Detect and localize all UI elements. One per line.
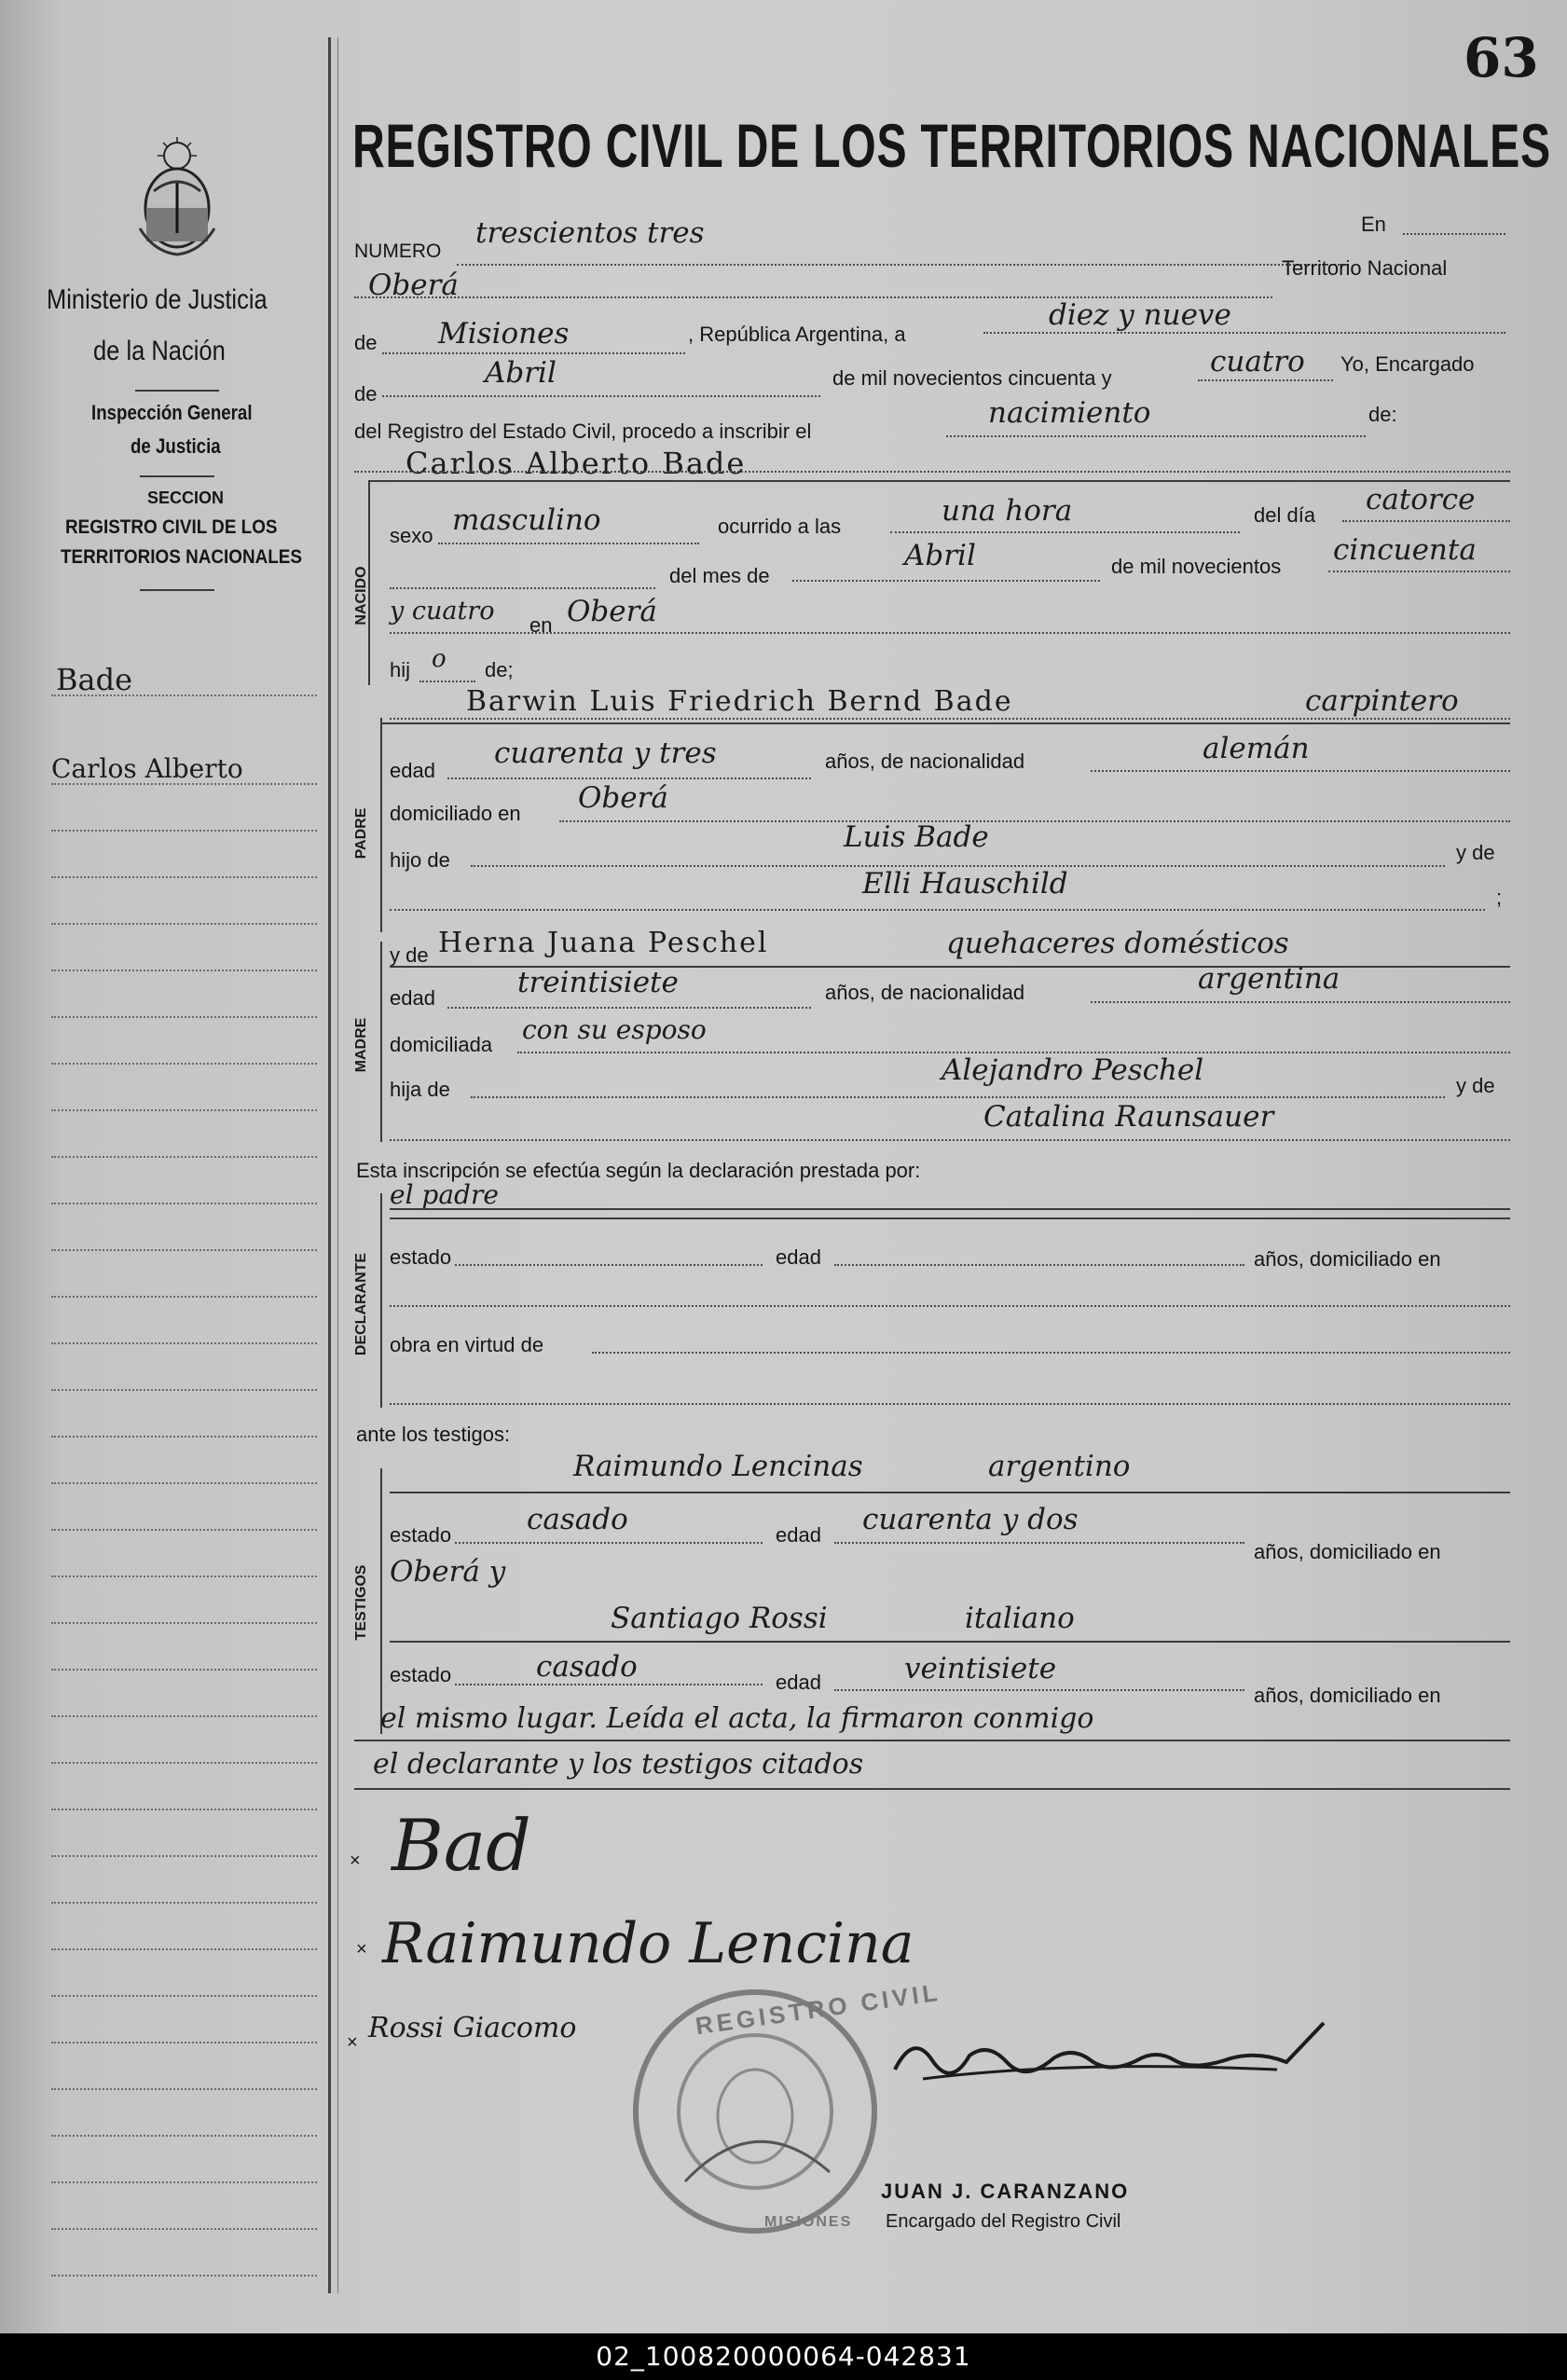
padre-nacionalidad-label: años, de nacionalidad — [825, 750, 1025, 773]
witness1-estado-value[interactable]: casado — [527, 1503, 628, 1536]
month-value[interactable]: Abril — [485, 356, 557, 390]
mes-label: del mes de — [669, 564, 770, 587]
madre-nacionalidad-line — [1091, 1001, 1510, 1003]
de-label-2: de — [354, 382, 378, 406]
lugar-line — [390, 632, 1510, 634]
sidebar-line — [51, 2088, 317, 2090]
mes-line — [792, 580, 1100, 582]
witness2-anios-label: años, domiciliado en — [1254, 1684, 1441, 1707]
padre-hijo-label: hijo de — [390, 848, 450, 872]
en-label: en — [529, 613, 553, 637]
madre-edad-line — [447, 1007, 811, 1009]
official-name: JUAN J. CARANZANO — [881, 2180, 1130, 2203]
sidebar-line — [51, 1855, 317, 1857]
testigos-section-label: TESTIGOS — [353, 1564, 369, 1641]
anio-value[interactable]: cincuenta — [1333, 533, 1477, 567]
madre-edad-value[interactable]: treintisiete — [517, 966, 679, 999]
ministry-title-2: de la Nación — [93, 336, 226, 366]
section-label: SECCION — [147, 488, 225, 507]
hora-line — [890, 531, 1240, 533]
hij-label: hij — [390, 658, 411, 681]
sidebar-line — [51, 2275, 317, 2277]
signature-mark-3: × — [347, 2032, 358, 2053]
witness2-nationality[interactable]: italiano — [965, 1602, 1075, 1635]
seal-text: REGISTRO CIVIL — [694, 1977, 943, 2041]
page-title: REGISTRO CIVIL DE LOS TERRITORIOS NACIONALES — [352, 111, 1551, 180]
padre-domicilio-label: domiciliado en — [390, 802, 521, 825]
sidebar-rule-2 — [140, 475, 214, 477]
day-value[interactable]: diez y nueve — [1049, 298, 1231, 332]
province-value[interactable]: Misiones — [438, 317, 570, 351]
madre-hija-label: hija de — [390, 1078, 450, 1101]
month-line — [382, 395, 820, 397]
place-value[interactable]: Oberá — [368, 268, 459, 302]
witness1-anios-label: años, domiciliado en — [1254, 1540, 1441, 1563]
dia-line — [1342, 520, 1510, 522]
sidebar-line — [51, 1529, 317, 1531]
witness1-edad-line — [834, 1542, 1244, 1544]
sidebar-rule — [135, 390, 219, 392]
dia-value[interactable]: catorce — [1366, 483, 1476, 516]
en-label: En — [1361, 213, 1386, 236]
sidebar-line — [51, 1575, 317, 1577]
madre-nacionalidad-label: años, de nacionalidad — [825, 981, 1025, 1004]
day-line — [983, 332, 1505, 334]
registro-label: del Registro del Estado Civil, procedo a inscribir el — [354, 420, 812, 443]
witness2-estado-label: estado — [390, 1663, 452, 1686]
padre-domicilio-line — [559, 820, 1510, 822]
declarante-intro: Esta inscripción se efectúa según la declaración prestada por: — [356, 1159, 921, 1182]
padre-bracket — [380, 718, 382, 932]
father-name[interactable]: Barwin Luis Friedrich Bernd Bade — [466, 685, 1013, 718]
section-name: REGISTRO CIVIL DE LOS — [65, 516, 278, 538]
sidebar-line — [51, 1902, 317, 1904]
closing-rule-2 — [354, 1788, 1510, 1790]
madre-nacionalidad-value[interactable]: argentina — [1198, 962, 1340, 996]
official-signature-icon — [886, 2004, 1333, 2107]
testigos-bracket — [380, 1468, 382, 1734]
padre-mother-value[interactable]: Elli Hauschild — [862, 867, 1068, 901]
closing-line-2[interactable]: el declarante y los testigos citados — [373, 1748, 864, 1781]
mes-blank-line — [390, 587, 655, 589]
padre-edad-value[interactable]: cuarenta y tres — [494, 736, 717, 770]
madre-father-value[interactable]: Alejandro Peschel — [942, 1053, 1204, 1087]
witness2-edad-value[interactable]: veintisiete — [904, 1652, 1057, 1685]
signature-mark-2: × — [356, 1939, 367, 1960]
padre-domicilio-value[interactable]: Oberá — [578, 781, 668, 815]
sexo-label: sexo — [390, 524, 433, 547]
closing-line-1[interactable]: el mismo lugar. Leída el acta, la firmaron conmigo — [380, 1702, 1094, 1735]
anio-label: de mil novecientos — [1111, 555, 1282, 578]
dia-label: del día — [1254, 503, 1316, 527]
witness2-estado-line — [455, 1684, 763, 1685]
declarante-line-1 — [390, 1208, 1510, 1210]
de-colon-label: de: — [1368, 403, 1397, 426]
sidebar-line — [51, 695, 317, 696]
sidebar-line — [51, 923, 317, 925]
sidebar-line — [51, 783, 317, 785]
padre-father-value[interactable]: Luis Bade — [844, 820, 989, 854]
father-name-line — [390, 718, 1510, 720]
testigos-intro: ante los testigos: — [356, 1423, 511, 1446]
witness1-estado-line — [455, 1542, 763, 1544]
witness1-domicilio[interactable]: Oberá y — [390, 1555, 506, 1589]
sidebar-line — [51, 1389, 317, 1391]
numero-line — [457, 264, 1347, 266]
declarante-line-2 — [390, 1218, 1510, 1219]
sidebar-line — [51, 1622, 317, 1624]
signature-mark-1: × — [350, 1850, 361, 1871]
padre-mother-line — [390, 909, 1485, 911]
ocurrido-label: ocurrido a las — [718, 515, 842, 538]
sidebar-surname: Bade — [56, 662, 133, 697]
inspection-title-2: de Justicia — [131, 434, 221, 458]
sidebar-line — [51, 1109, 317, 1111]
section-name-2: TERRITORIOS NACIONALES — [61, 546, 303, 568]
sidebar-line — [51, 1203, 317, 1204]
padre-semicolon: ; — [1496, 886, 1503, 909]
witness1-edad-value[interactable]: cuarenta y dos — [862, 1503, 1079, 1536]
witness1-name[interactable]: Raimundo Lencinas — [573, 1450, 863, 1483]
declarante-section-label: DECLARANTE — [353, 1252, 369, 1356]
signature-declarante: Bad — [392, 1804, 531, 1887]
province-line — [382, 352, 685, 354]
sidebar-line — [51, 876, 317, 878]
mother-name[interactable]: Herna Juana Peschel — [438, 927, 769, 959]
declarante-edad-line — [834, 1264, 1244, 1266]
declarante-blank-line-2 — [390, 1403, 1510, 1405]
sidebar-line — [51, 1948, 317, 1950]
closing-rule-1 — [354, 1740, 1510, 1741]
sidebar-line — [51, 1482, 317, 1484]
encargado-label: Yo, Encargado — [1340, 352, 1475, 376]
anio-value-2[interactable]: y cuatro — [390, 597, 495, 626]
sidebar-divider — [328, 37, 331, 2293]
sidebar-line — [51, 830, 317, 832]
mother-occupation[interactable]: quehaceres domésticos — [946, 927, 1289, 960]
numero-value[interactable]: trescientos tres — [475, 216, 705, 250]
witness1-line — [390, 1492, 1510, 1493]
sidebar-line — [51, 1995, 317, 1997]
witness2-name[interactable]: Santiago Rossi — [611, 1602, 828, 1635]
signature-witness-2: Rossi Giacomo — [368, 2012, 577, 2044]
event-line — [946, 435, 1366, 437]
sidebar-line — [51, 2135, 317, 2137]
sidebar-line — [51, 1296, 317, 1298]
hij-line — [419, 681, 475, 682]
sidebar-line — [51, 1016, 317, 1018]
padre-section-label: PADRE — [353, 807, 369, 860]
footer-bar: 02_100820000064-042831 — [0, 2333, 1567, 2380]
nacido-de-label: de; — [485, 658, 514, 681]
declarante-obra-label: obra en virtud de — [390, 1333, 544, 1356]
padre-top — [380, 722, 1510, 724]
declarante-obra-line — [592, 1352, 1510, 1354]
madre-domicilio-label: domiciliada — [390, 1033, 493, 1056]
sidebar-line — [51, 2228, 317, 2230]
republica-label: , República Argentina, a — [688, 323, 906, 346]
madre-domicilio-value[interactable]: con su esposo — [522, 1014, 707, 1045]
declarante-blank-line — [390, 1305, 1510, 1307]
sidebar-line — [51, 2042, 317, 2043]
sidebar-line — [51, 1762, 317, 1764]
declarante-anios-label: años, domiciliado en — [1254, 1247, 1441, 1271]
child-name[interactable]: Carlos Alberto Bade — [405, 446, 747, 481]
declarante-estado-line — [455, 1264, 763, 1266]
nacido-section-label: NACIDO — [353, 566, 369, 626]
declarante-bracket — [380, 1193, 382, 1408]
lugar-value[interactable]: Oberá — [567, 595, 657, 628]
sidebar-line — [51, 1436, 317, 1438]
witness1-edad-label: edad — [776, 1523, 821, 1547]
sidebar-given-names: Carlos Alberto — [51, 753, 243, 784]
child-name-line — [354, 471, 1510, 473]
declarante-estado-label: estado — [390, 1245, 452, 1269]
madre-y-de-label: y de — [390, 943, 429, 967]
witness2-edad-label: edad — [776, 1671, 821, 1694]
witness1-estado-label: estado — [390, 1523, 452, 1547]
mes-value[interactable]: Abril — [904, 539, 976, 572]
sidebar-line — [51, 970, 317, 971]
madre-mother-value[interactable]: Catalina Raunsauer — [983, 1100, 1274, 1134]
sidebar-line — [51, 1156, 317, 1158]
coat-of-arms-icon — [135, 135, 219, 256]
sidebar-line — [51, 2181, 317, 2183]
sidebar-line — [51, 1715, 317, 1717]
padre-y-de-label: y de — [1456, 841, 1495, 864]
declarante-value[interactable]: el padre — [390, 1179, 499, 1210]
inspection-title: Inspección General — [91, 401, 253, 424]
en-line — [1403, 233, 1505, 235]
madre-father-line — [471, 1096, 1445, 1098]
declarante-edad-label: edad — [776, 1245, 821, 1269]
hij-value[interactable]: o — [432, 645, 447, 673]
padre-edad-line — [447, 777, 811, 779]
sidebar-divider-2 — [337, 37, 338, 2293]
territorio-label: Territorio Nacional — [1282, 256, 1448, 280]
witness2-estado-value[interactable]: casado — [536, 1650, 638, 1684]
madre-bracket — [380, 942, 382, 1142]
sidebar-line — [51, 1063, 317, 1065]
madre-section-label: MADRE — [353, 1017, 369, 1073]
madre-edad-label: edad — [390, 986, 435, 1010]
year-label: de mil novecientos cincuenta y — [832, 366, 1112, 390]
year-line — [1198, 379, 1333, 381]
anio-line — [1328, 571, 1510, 572]
page-number: 63 — [1464, 26, 1539, 89]
signature-witness-1: Raimundo Lencina — [382, 1911, 914, 1976]
witness2-edad-line — [834, 1689, 1244, 1691]
seal-bottom-text: MISIONES — [764, 2214, 853, 2230]
ministry-title: Ministerio de Justicia — [47, 284, 268, 315]
numero-label: NUMERO — [354, 241, 442, 262]
official-title: Encargado del Registro Civil — [886, 2211, 1121, 2232]
witness2-line — [390, 1641, 1510, 1643]
witness1-nationality[interactable]: argentino — [988, 1450, 1131, 1483]
sidebar-line — [51, 1342, 317, 1344]
sidebar-line — [51, 1809, 317, 1810]
padre-edad-label: edad — [390, 759, 435, 782]
sidebar-line — [51, 1249, 317, 1251]
sidebar-line — [51, 1669, 317, 1671]
sidebar-rule-3 — [140, 589, 214, 591]
sexo-value[interactable]: masculino — [452, 503, 601, 537]
madre-mother-line — [390, 1139, 1510, 1141]
padre-nacionalidad-value[interactable]: alemán — [1203, 732, 1310, 765]
de-label-1: de — [354, 331, 378, 354]
hora-value[interactable]: una hora — [942, 494, 1073, 528]
event-value[interactable]: nacimiento — [988, 396, 1151, 430]
madre-y-de-label-2: y de — [1456, 1074, 1495, 1097]
father-occupation[interactable]: carpintero — [1305, 684, 1459, 718]
padre-nacionalidad-line — [1091, 770, 1510, 772]
sexo-line — [438, 543, 699, 544]
year-value[interactable]: cuatro — [1210, 345, 1305, 378]
